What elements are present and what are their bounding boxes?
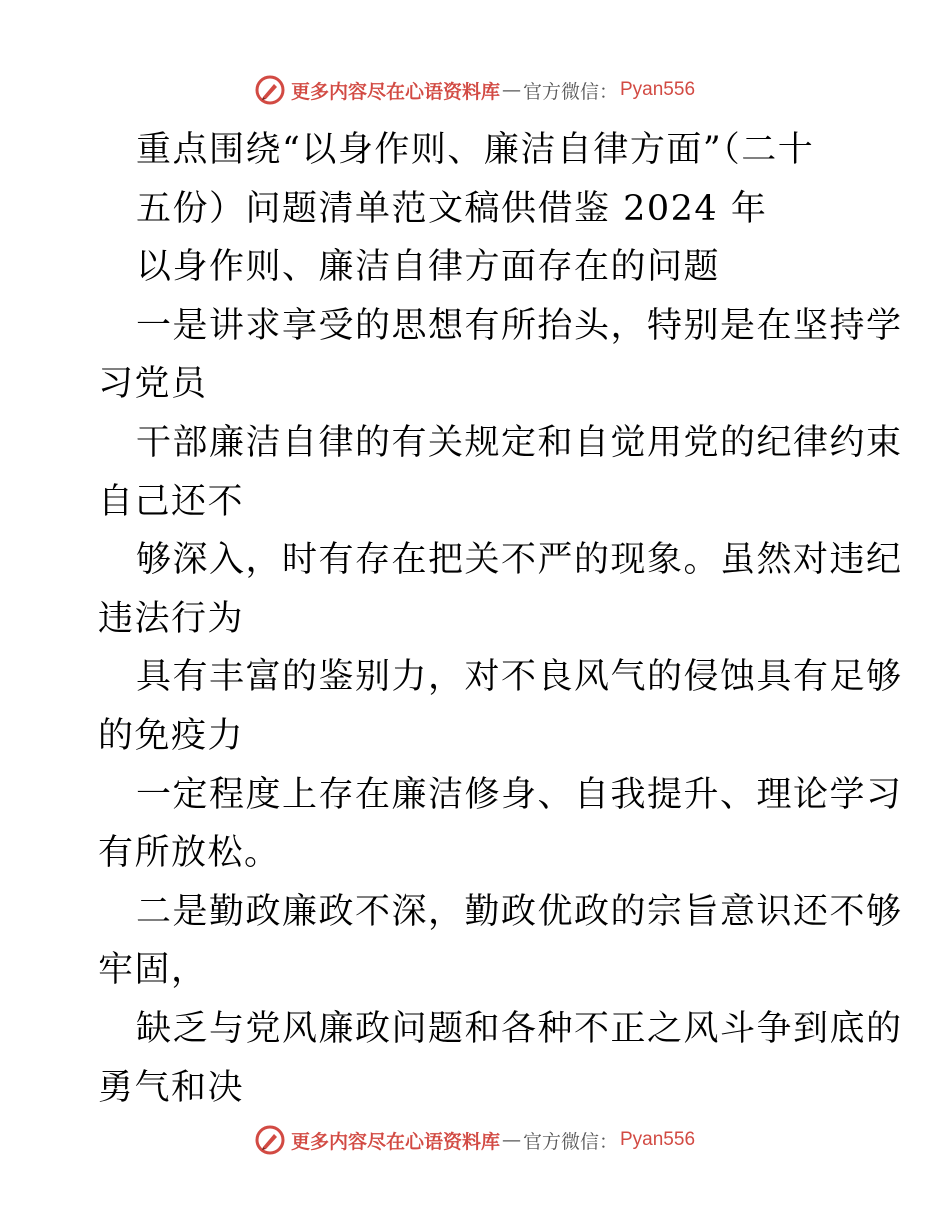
paragraph-line: 勇气和决 [98,1067,245,1108]
paragraph-line: 自己还不 [98,481,245,522]
paragraph-line: 具有丰富的鉴别力，对不良风气的侵蚀具有足够 [136,657,903,698]
paragraph-line: 一定程度上存在廉洁修身、自我提升、理论学习 [136,774,903,815]
pen-logo-icon [255,1125,285,1155]
paragraph-line: 一是讲求享受的思想有所抬头，特别是在坚持学 [136,305,903,346]
banner-dash: — [501,79,521,101]
paragraph-line: 够深入，时有存在把关不严的现象。虽然对违纪 [136,540,903,581]
banner-account-id: Pyan556 [620,1129,696,1150]
paragraph-line: 缺乏与党风廉政问题和各种不正之风斗争到底的 [136,1008,903,1049]
paragraph-line: 干部廉洁自律的有关规定和自觉用党的纪律约束 [136,422,903,463]
banner-account-id: Pyan556 [620,79,696,100]
banner-site-text: 更多内容尽在心语资料库 [290,80,500,103]
paragraph-line: 牢固， [98,950,208,991]
banner-site-text: 更多内容尽在心语资料库 [290,1130,500,1153]
title-line-2: 五份）问题清单范文稿供借鉴 2024 年 [136,188,768,229]
section-heading: 以身作则、廉洁自律方面存在的问题 [136,247,721,288]
paragraph-line: 有所放松。 [98,833,281,874]
header-banner [0,70,950,110]
pen-logo-icon [255,75,285,105]
banner-official-label: 官方微信： [522,80,618,103]
paragraph-line: 习党员 [98,364,208,405]
footer-banner [0,1120,950,1160]
paragraph-line: 二是勤政廉政不深，勤政优政的宗旨意识还不够 [136,891,903,932]
banner-dash: — [501,1129,521,1151]
paragraph-line: 违法行为 [98,598,245,639]
title-line-1: 重点围绕“以身作则、廉洁自律方面”（二十 [136,130,815,170]
banner-official-label: 官方微信： [522,1130,618,1153]
paragraph-line: 的免疫力 [98,715,245,756]
document-body [98,121,903,1117]
